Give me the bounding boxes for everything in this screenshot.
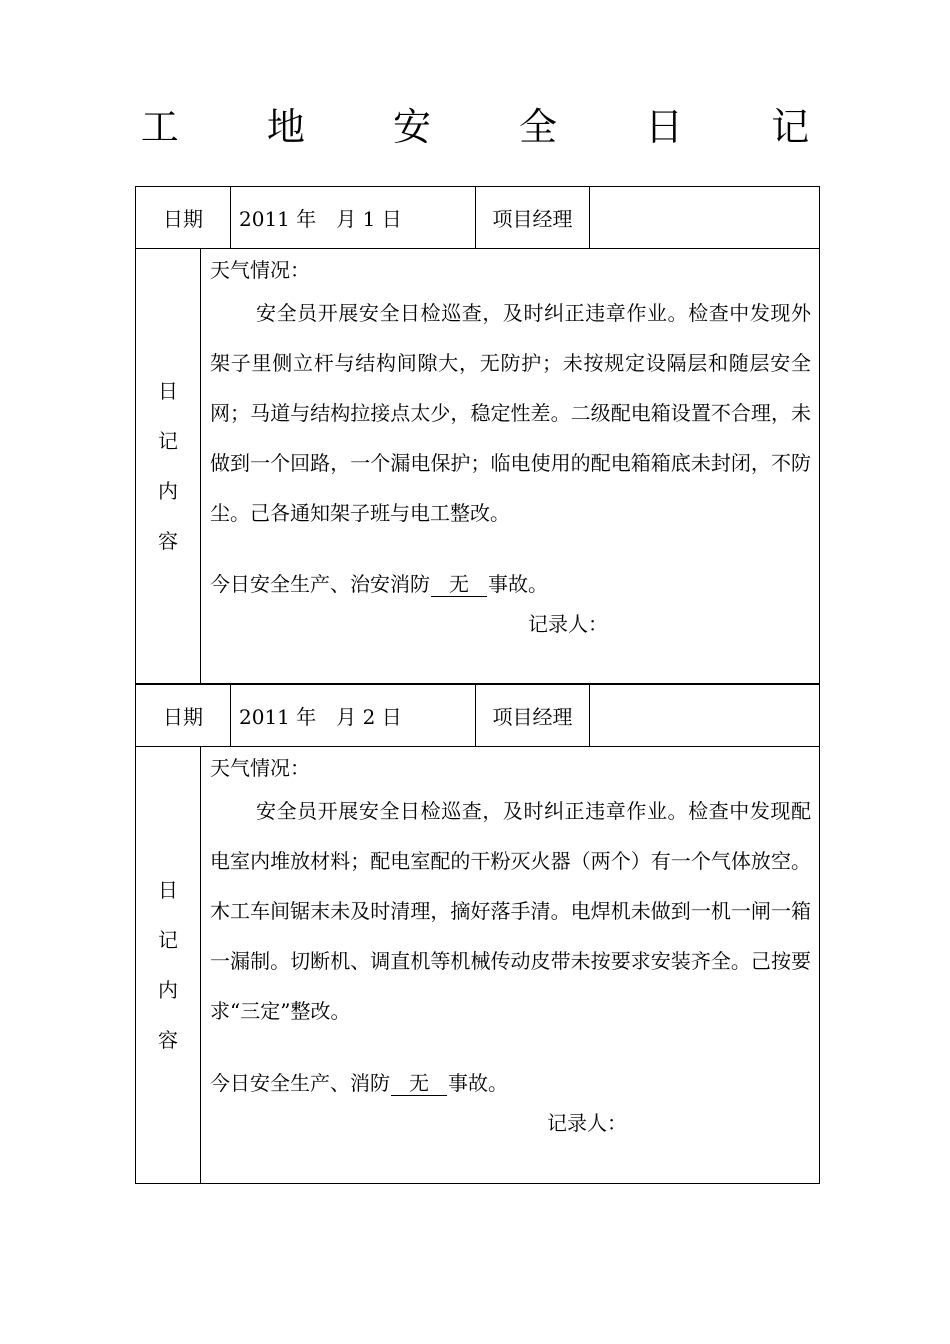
safety-value: 无 — [391, 1071, 447, 1096]
safety-suffix: 事故。 — [448, 1071, 508, 1095]
diary-content-label-char: 容 — [158, 1027, 178, 1052]
diary-body-text: 安全员开展安全日检巡查，及时纠正违章作业。检查中发现配电室内堆放材料；配电室配的干粉灭火器（两个）有一个气体放空。木工车间锯末未及时清理，摘好落手清。电焊机未做到一机一闸一箱一漏制。切断机、调直机等机械传动皮带未按要求安装齐全。己按要求“三定”整改。 — [210, 799, 811, 1023]
diary-content-label-char: 记 — [158, 428, 178, 453]
safety-statement — [210, 568, 811, 600]
date-value: 2011 年 月 1 日 — [231, 187, 476, 248]
diary-content-label-char: 日 — [158, 378, 178, 403]
recorder-label: 记录人： — [547, 1111, 627, 1135]
diary-content-label-char: 日 — [158, 877, 178, 902]
project-manager-label: 项目经理 — [476, 685, 590, 746]
diary-content-label — [136, 248, 201, 683]
diary-body-text: 安全员开展安全日检巡查，及时纠正违章作业。检查中发现外架子里侧立杆与结构间隙大，无防护；未按规定设隔层和随层安全网；马道与结构拉接点太少，稳定性差。二级配电箱设置不合理，未做到一个回路，一个漏电保护；临电使用的配电箱箱底未封闭，不防尘。己各通知架子班与电工整改。 — [210, 301, 811, 525]
safety-statement — [210, 1067, 811, 1099]
entry-body-row — [135, 248, 820, 684]
safety-prefix: 今日安全生产、治安消防 — [210, 572, 430, 596]
diary-content — [201, 248, 819, 683]
project-manager-value — [590, 187, 819, 248]
safety-prefix: 今日安全生产、消防 — [210, 1071, 390, 1095]
weather-label: 天气情况： — [210, 756, 310, 780]
page-title: 工 地 安 全 日 记 — [140, 105, 848, 149]
diary-content — [201, 746, 819, 1183]
diary-content-label-char: 内 — [158, 478, 178, 503]
date-value: 2011 年 月 2 日 — [231, 685, 476, 746]
weather-label: 天气情况： — [210, 258, 310, 282]
diary-content-label-char: 容 — [158, 528, 178, 553]
safety-value: 无 — [431, 572, 487, 597]
entry-body-row — [135, 746, 820, 1184]
project-manager-value — [590, 685, 819, 746]
diary-entry — [135, 186, 820, 684]
diary-entry — [135, 684, 820, 1184]
diary-content-label-char: 记 — [158, 927, 178, 952]
date-label: 日期 — [136, 685, 231, 746]
safety-suffix: 事故。 — [488, 572, 548, 596]
recorder-label: 记录人： — [528, 612, 608, 636]
entry-header-row — [135, 684, 820, 747]
project-manager-label: 项目经理 — [476, 187, 590, 248]
diary-content-label-char: 内 — [158, 977, 178, 1002]
diary-content-label — [136, 746, 201, 1183]
date-label: 日期 — [136, 187, 231, 248]
entry-header-row — [135, 186, 820, 249]
